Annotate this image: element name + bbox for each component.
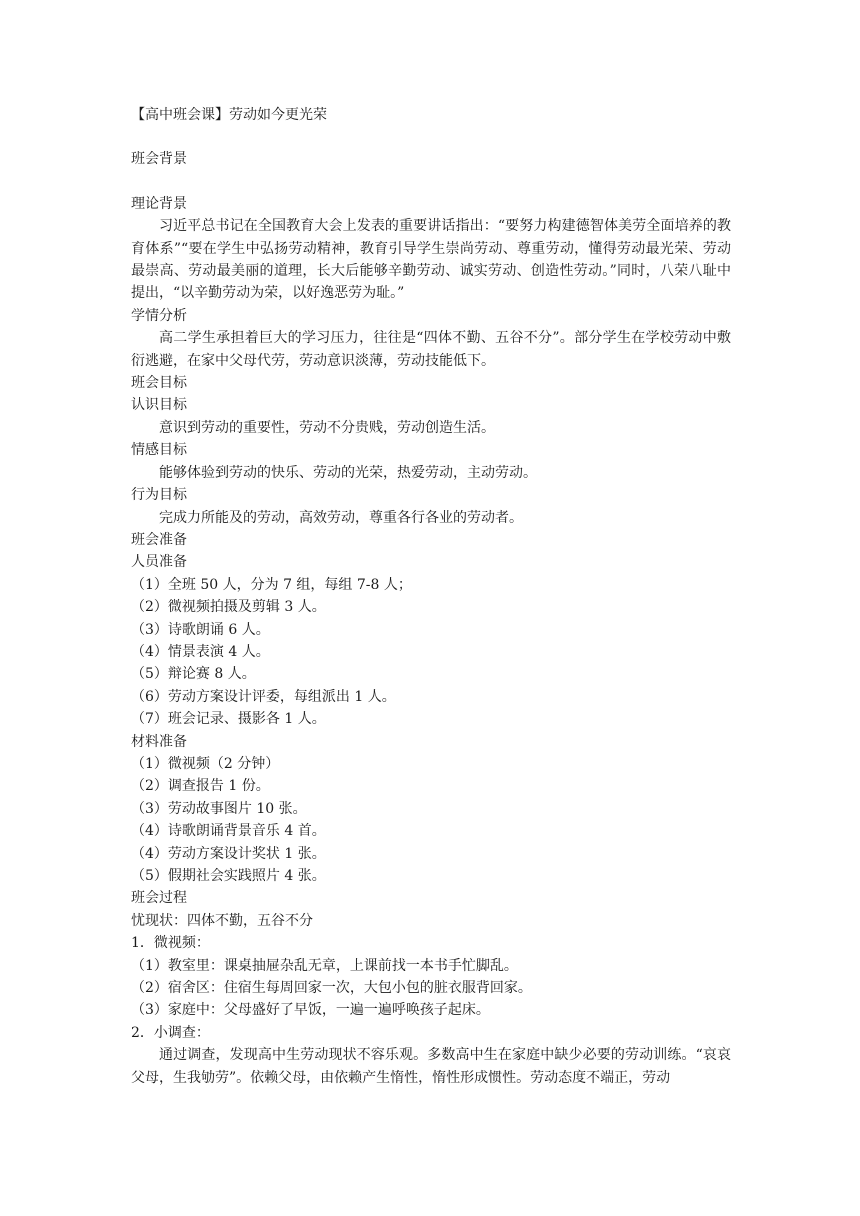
list-item: （2）调查报告 1 份。 xyxy=(131,778,270,795)
heading-micro-video: 1．微视频： xyxy=(131,935,210,952)
paragraph-survey: 通过调查，发现高中生劳动现状不容乐观。多数高中生在家庭中缺少必要的劳动训练。“哀哀父母，生我劬劳”。依赖父母，由依赖产生惰性，惰性形成惯性。劳动态度不端正，劳动 xyxy=(131,1047,731,1086)
heading-worry: 忧现状：四体不勤，五谷不分 xyxy=(131,912,313,929)
heading-process: 班会过程 xyxy=(131,890,187,907)
document-page xyxy=(131,104,731,1089)
list-item: （2）宿舍区：住宿生每周回家一次，大包小包的脏衣服背回家。 xyxy=(131,980,532,997)
document-title: 【高中班会课】劳动如今更光荣 xyxy=(131,107,327,123)
paragraph-cognitive-goal: 意识到劳动的重要性，劳动不分贵贱，劳动创造生活。 xyxy=(159,419,495,436)
list-item: （2）微视频拍摄及剪辑 3 人。 xyxy=(131,599,326,616)
heading-class-background: 班会背景 xyxy=(131,151,187,168)
list-item: （5）辩论赛 8 人。 xyxy=(131,666,256,683)
list-item: （1）全班 50 人，分为 7 组，每组 7-8 人； xyxy=(131,576,412,593)
list-item: （5）假期社会实践照片 4 张。 xyxy=(131,868,326,884)
heading-materials: 材料准备 xyxy=(131,733,187,750)
list-item: （1）教室里：课桌抽屉杂乱无章，上课前找一本书手忙脚乱。 xyxy=(131,957,518,974)
heading-preparation: 班会准备 xyxy=(131,531,187,548)
list-item: （4）劳动方案设计奖状 1 张。 xyxy=(131,845,326,862)
paragraph-situation: 高二学生承担着巨大的学习压力，往往是“四体不勤、五谷不分”。部分学生在学校劳动中敷衍逃避，在家中父母代劳，劳动意识淡薄，劳动技能低下。 xyxy=(131,330,731,369)
list-item: （1）微视频（2 分钟） xyxy=(131,755,280,772)
list-item: （3）家庭中：父母盛好了早饭，一遍一遍呼唤孩子起床。 xyxy=(131,1002,490,1019)
list-item: （4）诗歌朗诵背景音乐 4 首。 xyxy=(131,823,326,840)
heading-behavior-goal: 行为目标 xyxy=(131,487,187,504)
heading-survey: 2．小调查： xyxy=(131,1024,210,1041)
list-item: （3）诗歌朗诵 6 人。 xyxy=(131,621,270,638)
list-item: （3）劳动故事图片 10 张。 xyxy=(131,800,307,817)
heading-goals: 班会目标 xyxy=(131,375,187,392)
heading-theory: 理论背景 xyxy=(131,195,187,212)
heading-cognitive-goal: 认识目标 xyxy=(131,397,187,414)
paragraph-emotion-goal: 能够体验到劳动的快乐、劳动的光荣，热爱劳动，主动劳动。 xyxy=(159,464,537,481)
list-item: （4）情景表演 4 人。 xyxy=(131,643,270,660)
list-item: （6）劳动方案设计评委，每组派出 1 人。 xyxy=(131,688,396,705)
list-item: （7）班会记录、摄影各 1 人。 xyxy=(131,711,326,728)
paragraph-theory: 习近平总书记在全国教育大会上发表的重要讲话指出：“要努力构建德智体美劳全面培养的教育体系”“要在学生中弘扬劳动精神，教育引导学生崇尚劳动、尊重劳动，懂得劳动最光荣、劳动最崇高、劳动最美丽的道理，长大后能够辛勤劳动、诚实劳动、创造性劳动。”同时，八荣八耻中提出，“以辛勤劳动为荣，以好逸恶劳为耻。” xyxy=(131,218,731,302)
heading-staff: 人员准备 xyxy=(131,554,187,571)
heading-situation: 学情分析 xyxy=(131,307,187,324)
paragraph-behavior-goal: 完成力所能及的劳动，高效劳动，尊重各行各业的劳动者。 xyxy=(159,509,523,526)
heading-emotion-goal: 情感目标 xyxy=(131,442,187,459)
